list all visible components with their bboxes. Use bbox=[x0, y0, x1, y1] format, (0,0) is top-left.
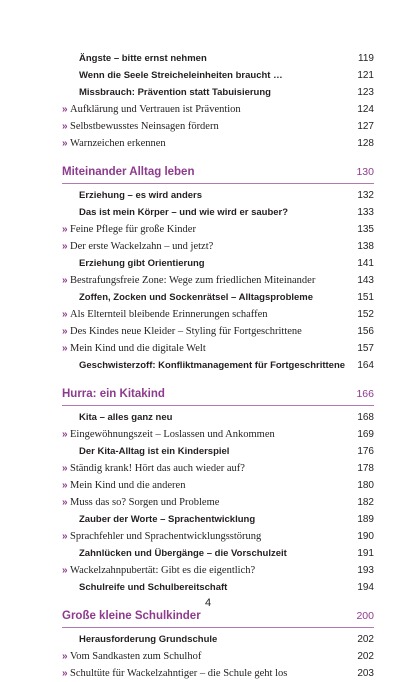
entry-page: 152 bbox=[357, 309, 374, 320]
entry-page: 124 bbox=[357, 104, 374, 115]
entry-page: 135 bbox=[357, 224, 374, 235]
chevron-marker-icon: » bbox=[62, 326, 68, 337]
list-item bbox=[62, 135, 374, 152]
entry-page: 200 bbox=[356, 610, 374, 622]
entry-page: 132 bbox=[357, 190, 374, 201]
entry-page: 119 bbox=[358, 53, 374, 64]
section-entry bbox=[62, 50, 374, 67]
entry-page: 178 bbox=[357, 463, 374, 474]
entry-page: 176 bbox=[357, 446, 374, 457]
entry-page: 180 bbox=[357, 480, 374, 491]
entry-title: Des Kindes neue Kleider – Styling für Fortgeschrittene bbox=[70, 326, 302, 337]
entry-title: Mein Kind und die anderen bbox=[70, 480, 186, 491]
chevron-marker-icon: » bbox=[62, 480, 68, 491]
section-entry bbox=[62, 67, 374, 84]
entry-title: Vom Sandkasten zum Schulhof bbox=[70, 651, 202, 662]
entry-title: Erziehung gibt Orientierung bbox=[79, 258, 205, 269]
entry-page: 123 bbox=[357, 87, 374, 98]
section-entry bbox=[62, 289, 374, 306]
chevron-marker-icon: » bbox=[62, 224, 68, 235]
entry-title: Sprachfehler und Sprachentwicklungsstörung bbox=[70, 531, 262, 542]
list-item bbox=[62, 272, 374, 289]
entry-title: Hurra: ein Kitakind bbox=[62, 388, 165, 400]
entry-page: 189 bbox=[357, 514, 374, 525]
entry-page: 143 bbox=[357, 275, 374, 286]
chevron-marker-icon: » bbox=[62, 565, 68, 576]
table-of-contents bbox=[62, 50, 374, 682]
entry-page: 202 bbox=[357, 634, 374, 645]
entry-title: Aufklärung und Vertrauen ist Prävention bbox=[70, 104, 241, 115]
chevron-marker-icon: » bbox=[62, 531, 68, 542]
entry-page: 141 bbox=[357, 258, 374, 269]
section-entry bbox=[62, 255, 374, 272]
entry-page: 133 bbox=[357, 207, 374, 218]
chevron-marker-icon: » bbox=[62, 463, 68, 474]
chapter-heading bbox=[62, 161, 374, 184]
list-item bbox=[62, 323, 374, 340]
entry-title: Erziehung – es wird anders bbox=[79, 190, 203, 201]
entry-title: Wackelzahnpubertät: Gibt es die eigentlich? bbox=[70, 565, 256, 576]
chevron-marker-icon: » bbox=[62, 275, 68, 286]
entry-page: 121 bbox=[357, 70, 374, 81]
entry-page: 191 bbox=[357, 548, 374, 559]
entry-page: 182 bbox=[357, 497, 374, 508]
chevron-marker-icon: » bbox=[62, 343, 68, 354]
section-entry bbox=[62, 84, 374, 101]
list-item bbox=[62, 648, 374, 665]
entry-page: 157 bbox=[357, 343, 374, 354]
entry-page: 130 bbox=[356, 166, 374, 178]
entry-title: Kita – alles ganz neu bbox=[79, 412, 173, 423]
entry-page: 193 bbox=[357, 565, 374, 576]
list-item bbox=[62, 238, 374, 255]
list-item bbox=[62, 665, 374, 682]
entry-page: 203 bbox=[357, 668, 374, 679]
list-item bbox=[62, 118, 374, 135]
chevron-marker-icon: » bbox=[62, 241, 68, 252]
chevron-marker-icon: » bbox=[62, 104, 68, 115]
entry-title: Miteinander Alltag leben bbox=[62, 166, 195, 178]
list-item bbox=[62, 562, 374, 579]
section-entry bbox=[62, 511, 374, 528]
entry-title: Schulreife und Schulbereitschaft bbox=[79, 582, 228, 593]
chevron-marker-icon: » bbox=[62, 651, 68, 662]
entry-title: Missbrauch: Prävention statt Tabuisierung bbox=[79, 87, 271, 98]
chevron-marker-icon: » bbox=[62, 138, 68, 149]
entry-page: 169 bbox=[357, 429, 374, 440]
section-entry bbox=[62, 579, 374, 596]
entry-title: Der Kita-Alltag ist ein Kinderspiel bbox=[79, 446, 230, 457]
entry-title: Wenn die Seele Streicheleinheiten braucht … bbox=[79, 70, 283, 81]
entry-title: Feine Pflege für große Kinder bbox=[70, 224, 196, 235]
page-number: 4 bbox=[204, 597, 212, 609]
list-item bbox=[62, 306, 374, 323]
list-item bbox=[62, 528, 374, 545]
list-item bbox=[62, 101, 374, 118]
entry-title: Mein Kind und die digitale Welt bbox=[70, 343, 206, 354]
chevron-marker-icon: » bbox=[62, 668, 68, 679]
entry-title: Zoffen, Zocken und Sockenrätsel – Alltagsprobleme bbox=[79, 292, 314, 303]
entry-title: Als Elternteil bleibende Erinnerungen schaffen bbox=[70, 309, 268, 320]
list-item bbox=[62, 221, 374, 238]
entry-page: 166 bbox=[356, 388, 374, 400]
entry-title: Herausforderung Grundschule bbox=[79, 634, 218, 645]
entry-title: Der erste Wackelzahn – und jetzt? bbox=[70, 241, 214, 252]
list-item bbox=[62, 494, 374, 511]
section-entry bbox=[62, 187, 374, 204]
entry-page: 194 bbox=[357, 582, 374, 593]
section-entry bbox=[62, 409, 374, 426]
entry-page: 127 bbox=[357, 121, 374, 132]
section-entry bbox=[62, 204, 374, 221]
entry-title: Geschwisterzoff: Konfliktmanagement für Fortgeschrittene bbox=[79, 360, 346, 371]
entry-title: Selbstbewusstes Neinsagen fördern bbox=[70, 121, 219, 132]
chapter-heading bbox=[62, 383, 374, 406]
entry-page: 128 bbox=[357, 138, 374, 149]
section-entry bbox=[62, 545, 374, 562]
chevron-marker-icon: » bbox=[62, 121, 68, 132]
list-item bbox=[62, 426, 374, 443]
entry-page: 202 bbox=[357, 651, 374, 662]
entry-title: Schultüte für Wackelzahntiger – die Schule geht los bbox=[70, 668, 288, 679]
entry-title: Ständig krank! Hört das auch wieder auf? bbox=[70, 463, 245, 474]
entry-page: 190 bbox=[357, 531, 374, 542]
section-entry bbox=[62, 631, 374, 648]
entry-title: Warnzeichen erkennen bbox=[70, 138, 166, 149]
entry-title: Bestrafungsfreie Zone: Wege zum friedlichen Miteinander bbox=[70, 275, 316, 286]
list-item bbox=[62, 477, 374, 494]
entry-title: Muss das so? Sorgen und Probleme bbox=[70, 497, 220, 508]
entry-page: 168 bbox=[357, 412, 374, 423]
entry-title: Das ist mein Körper – und wie wird er sauber? bbox=[79, 207, 289, 218]
entry-title: Eingewöhnungszeit – Loslassen und Ankommen bbox=[70, 429, 275, 440]
entry-title: Ängste – bitte ernst nehmen bbox=[79, 53, 207, 64]
entry-page: 138 bbox=[357, 241, 374, 252]
entry-page: 151 bbox=[357, 292, 374, 303]
entry-title: Zahnlücken und Übergänge – die Vorschulzeit bbox=[79, 548, 287, 559]
entry-page: 156 bbox=[357, 326, 374, 337]
section-entry bbox=[62, 443, 374, 460]
chevron-marker-icon: » bbox=[62, 309, 68, 320]
chevron-marker-icon: » bbox=[62, 497, 68, 508]
entry-title: Zauber der Worte – Sprachentwicklung bbox=[79, 514, 256, 525]
section-entry bbox=[62, 357, 374, 374]
list-item bbox=[62, 340, 374, 357]
entry-title: Große kleine Schulkinder bbox=[62, 610, 201, 622]
chevron-marker-icon: » bbox=[62, 429, 68, 440]
list-item bbox=[62, 460, 374, 477]
entry-page: 164 bbox=[357, 360, 374, 371]
